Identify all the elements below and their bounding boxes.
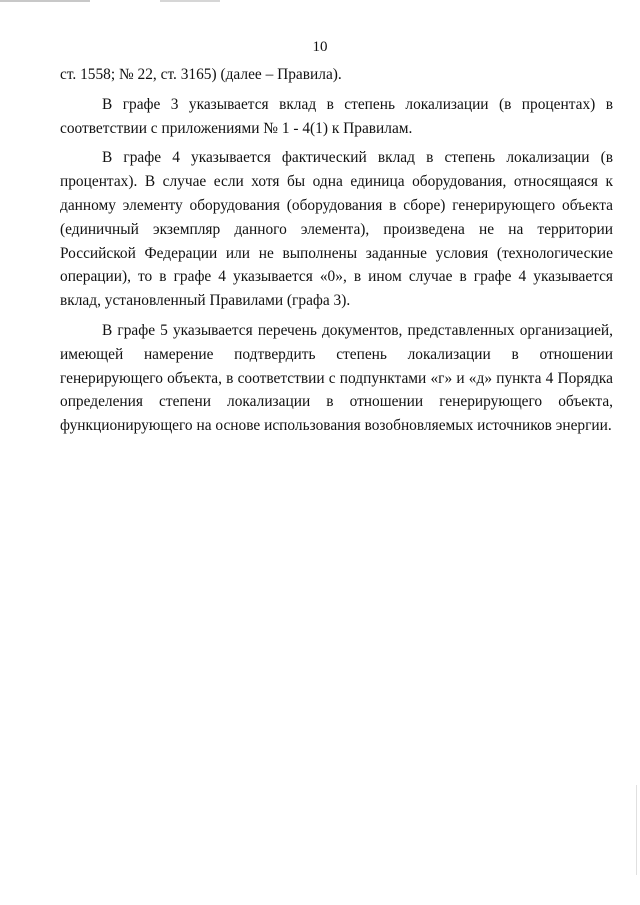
paragraph-column-4: В графе 4 указывается фактический вклад в степень локализации (в процентах). В случае если хотя бы одна единица оборудования, относящаяся к данному элементу оборудования (оборудования в сборе) генерирующего объекта (единичный экземпляр данного элемента), произведена не на территории Российской Федерации или не выполнены заданные условия (технологические операции), то в графе 4 указывается «0», в ином случае в графе 4 указывается вклад, установленный Правилами (графа 3).: [60, 149, 613, 310]
scan-edge-mark: [0, 0, 90, 2]
paragraph-continuation: ст. 1558; № 22, ст. 3165) (далее – Правила).: [60, 66, 342, 83]
page-number: 10: [312, 39, 328, 55]
scan-edge-mark: [636, 785, 637, 875]
scan-edge-mark: [160, 0, 220, 2]
paragraph-column-5: В графе 5 указывается перечень документов, представленных организацией, имеющей намерение подтвердить степень локализации в отношении генерирующего объекта, в соответствии с подпунктами «г» и «д» пункта 4 Порядка определения степени локализации в отношении генерирующего объекта, функционирующего на основе использования возобновляемых источников энергии.: [60, 321, 613, 435]
document-body: [60, 63, 613, 438]
paragraph-column-3: В графе 3 указывается вклад в степень локализации (в процентах) в соответствии с приложениями № 1 - 4(1) к Правилам.: [60, 95, 613, 137]
